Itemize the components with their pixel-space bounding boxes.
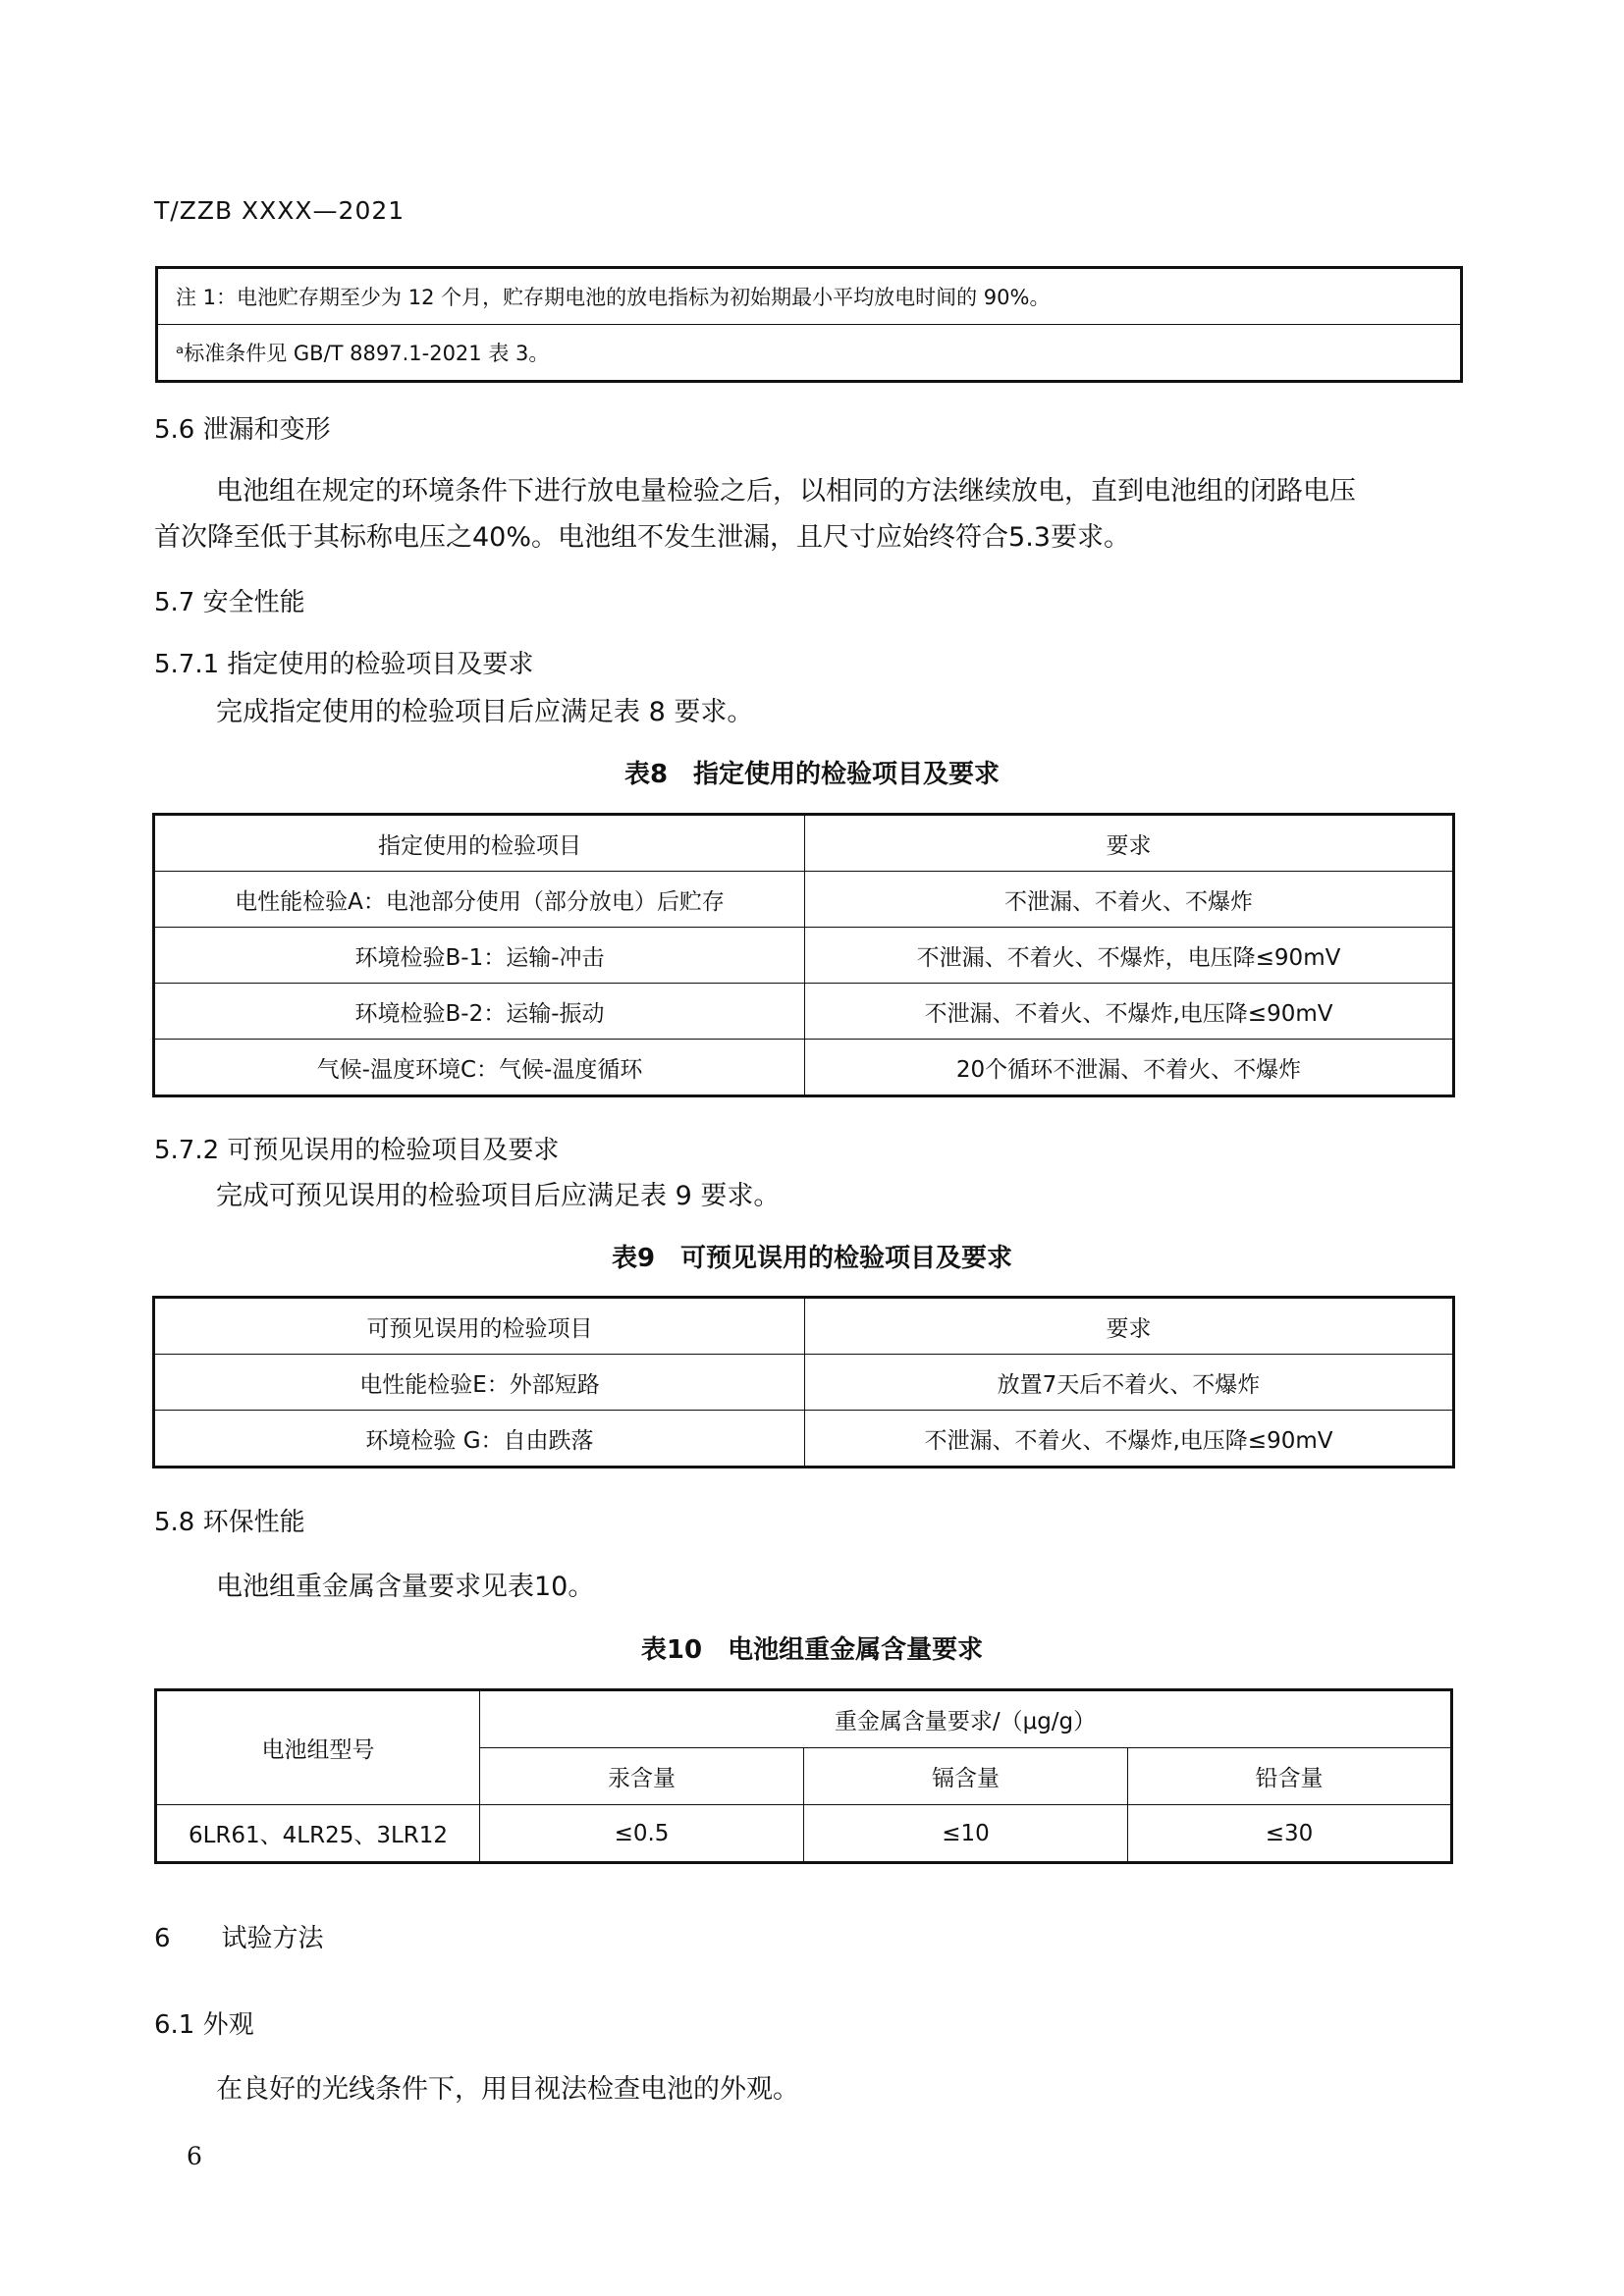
table-header-cell: 要求 — [805, 815, 1454, 872]
section-heading-6-1: 6.1 外观 — [154, 2010, 254, 2040]
table-row — [154, 1040, 1454, 1096]
table-row — [154, 872, 1454, 928]
table-header-cell: 镉含量 — [804, 1748, 1128, 1805]
table-cell: 电性能检验E：外部短路 — [154, 1355, 805, 1411]
table-row — [156, 1805, 1452, 1863]
page-number: 6 — [187, 2142, 202, 2170]
table-row — [154, 1355, 1454, 1411]
table-cell: ≤0.5 — [480, 1805, 804, 1863]
table-row — [154, 1298, 1454, 1355]
section-heading-5-8: 5.8 环保性能 — [154, 1508, 305, 1537]
table-10 — [154, 1688, 1453, 1864]
section-heading-5-7: 5.7 安全性能 — [154, 588, 305, 617]
table-9-caption: 表9 可预见误用的检验项目及要求 — [611, 1244, 1013, 1273]
table-header-cell: 可预见误用的检验项目 — [154, 1298, 805, 1355]
table-8 — [152, 813, 1455, 1097]
table-header-cell: 汞含量 — [480, 1748, 804, 1805]
section-heading-5-7-2: 5.7.2 可预见误用的检验项目及要求 — [154, 1136, 560, 1165]
section-heading-5-7-1: 5.7.1 指定使用的检验项目及要求 — [154, 650, 534, 679]
table-cell: 气候-温度环境C：气候-温度循环 — [154, 1040, 805, 1096]
table-header-cell: 重金属含量要求/（μg/g） — [480, 1690, 1452, 1748]
table-cell: 不泄漏、不着火、不爆炸 — [805, 872, 1454, 928]
table-cell: 20个循环不泄漏、不着火、不爆炸 — [805, 1040, 1454, 1096]
paragraph-5-6-line1: 电池组在规定的环境条件下进行放电量检验之后，以相同的方法继续放电，直到电池组的闭路电压 — [216, 476, 1356, 507]
paragraph-5-7-2: 完成可预见误用的检验项目后应满足表 9 要求。 — [216, 1181, 781, 1211]
paragraph-5-8: 电池组重金属含量要求见表10。 — [216, 1572, 595, 1602]
table-cell: 不泄漏、不着火、不爆炸,电压降≤90mV — [805, 1411, 1454, 1468]
paragraph-5-7-1: 完成指定使用的检验项目后应满足表 8 要求。 — [216, 697, 754, 727]
table-cell: ≤30 — [1128, 1805, 1452, 1863]
table-cell: 不泄漏、不着火、不爆炸,电压降≤90mV — [805, 984, 1454, 1040]
table-row — [154, 815, 1454, 872]
table-cell: 6LR61、4LR25、3LR12 — [156, 1805, 480, 1863]
table-cell: 环境检验B-2：运输-振动 — [154, 984, 805, 1040]
paragraph-5-6-line2: 首次降至低于其标称电压之40%。电池组不发生泄漏，且尺寸应始终符合5.3要求。 — [154, 522, 1130, 553]
table-header-cell: 要求 — [805, 1298, 1454, 1355]
notes-table — [155, 266, 1463, 383]
note-footnote: ᵃ标准条件见 GB/T 8897.1-2021 表 3。 — [176, 342, 550, 365]
section-heading-6: 6 试验方法 — [154, 1924, 324, 1953]
table-header-cell: 电池组型号 — [156, 1690, 480, 1805]
note-1: 注 1：电池贮存期至少为 12 个月，贮存期电池的放电指标为初始期最小平均放电时间的 90%。 — [157, 268, 1462, 325]
table-8-caption: 表8 指定使用的检验项目及要求 — [623, 760, 1001, 789]
table-row — [156, 1690, 1452, 1748]
table-cell: 环境检验B-1：运输-冲击 — [154, 928, 805, 984]
table-row — [154, 928, 1454, 984]
table-row — [154, 984, 1454, 1040]
table-row — [154, 1411, 1454, 1468]
table-header-cell: 铅含量 — [1128, 1748, 1452, 1805]
paragraph-6-1: 在良好的光线条件下，用目视法检查电池的外观。 — [216, 2074, 799, 2105]
table-10-caption: 表10 电池组重金属含量要求 — [640, 1635, 984, 1665]
table-cell: 放置7天后不着火、不爆炸 — [805, 1355, 1454, 1411]
table-cell: ≤10 — [804, 1805, 1128, 1863]
table-cell: 电性能检验A：电池部分使用（部分放电）后贮存 — [154, 872, 805, 928]
section-heading-5-6: 5.6 泄漏和变形 — [154, 415, 331, 445]
table-header-cell: 指定使用的检验项目 — [154, 815, 805, 872]
standard-code: T/ZZB XXXX—2021 — [154, 196, 406, 225]
table-9 — [152, 1296, 1455, 1468]
table-cell: 环境检验 G：自由跌落 — [154, 1411, 805, 1468]
table-cell: 不泄漏、不着火、不爆炸，电压降≤90mV — [805, 928, 1454, 984]
